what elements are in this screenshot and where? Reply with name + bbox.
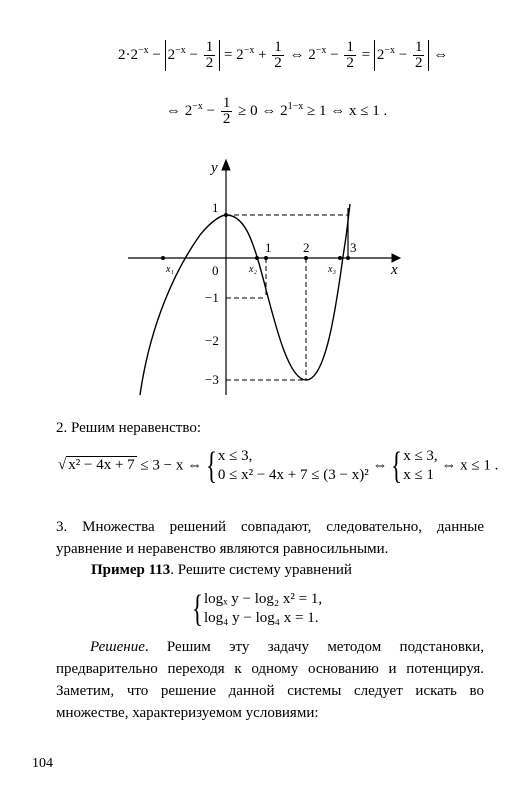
f1-frac-c-den: 2 bbox=[346, 55, 354, 71]
f1-eq2: = bbox=[357, 46, 374, 63]
f2-frac bbox=[221, 96, 233, 127]
formula-line-2 bbox=[166, 96, 387, 127]
f1-minus: − bbox=[148, 46, 165, 63]
f1-frac-c-num: 1 bbox=[346, 39, 354, 55]
system-2-row-2: x ≤ 1 bbox=[403, 467, 434, 483]
point-y-1 bbox=[224, 213, 228, 217]
f1-abs1-exp: −x bbox=[175, 44, 186, 56]
step3-paragraph: 3. Множества решений совпадают, следовательно, данные уравнение и неравенство являются равносильными. bbox=[56, 519, 484, 557]
y-axis-arrow bbox=[222, 160, 230, 170]
point-root-x3 bbox=[338, 256, 342, 260]
system-1-row-2: 0 ≤ x² − 4x + 7 ≤ (3 − x)² bbox=[217, 467, 369, 483]
formula-line-1 bbox=[118, 40, 448, 71]
system-3: { logₓ y − log₂ x² = 1, log₄ y − log₄ x = 1. bbox=[192, 588, 323, 630]
equation-system bbox=[192, 590, 322, 628]
root-label-x2: x₂ bbox=[249, 264, 257, 275]
f1-frac-a bbox=[204, 40, 216, 71]
f1-exp2: −x bbox=[243, 44, 255, 56]
f2-end: ≥ 1 ⇔ x ≤ 1 . bbox=[303, 102, 388, 119]
f1-abs2-exp: −x bbox=[384, 44, 396, 56]
f1-abs-2 bbox=[374, 40, 430, 71]
f1-abs2-base: 2 bbox=[376, 46, 385, 63]
example-heading bbox=[91, 562, 352, 579]
point-x-1 bbox=[264, 256, 268, 260]
point-x-2 bbox=[304, 256, 308, 260]
y-axis-label: y bbox=[211, 160, 218, 176]
f1-abs1-base: 2 bbox=[167, 46, 176, 63]
f1-plus: + bbox=[254, 46, 271, 63]
system-2: { x ≤ 3, x ≤ 1 bbox=[391, 445, 438, 487]
f1-exp3: −x bbox=[315, 44, 327, 56]
point-x-3 bbox=[346, 256, 350, 260]
f1-frac-b bbox=[272, 40, 284, 71]
f1-arrow: ⇔ 2 bbox=[285, 46, 316, 63]
origin-label: 0 bbox=[212, 263, 219, 278]
f2-exp: −x bbox=[192, 100, 203, 112]
system-1-row-1: x ≤ 3, bbox=[217, 448, 253, 464]
f2-frac-den: 2 bbox=[222, 111, 231, 127]
f1-frac-a-num: 1 bbox=[205, 39, 214, 55]
system-3-row-1: logₓ y − log₂ x² = 1, bbox=[204, 591, 323, 607]
x-tick-2: 2 bbox=[303, 240, 310, 255]
root-label-x1: x₁ bbox=[166, 264, 174, 275]
step2-formula bbox=[58, 447, 498, 485]
f1-end: ⇔ bbox=[429, 46, 449, 63]
root-label-x3: x₃ bbox=[328, 264, 336, 275]
system-1: { x ≤ 3, 0 ≤ x² − 4x + 7 ≤ (3 − x)² bbox=[205, 445, 369, 487]
f2-minus: − bbox=[202, 102, 219, 119]
x-tick-3: 3 bbox=[350, 240, 357, 255]
f1-frac-a-den: 2 bbox=[205, 55, 214, 71]
step2-arrow: ⇔ bbox=[368, 457, 388, 474]
point-root-x2 bbox=[255, 256, 259, 260]
f2-mid: ≥ 0 ⇔ 2 bbox=[234, 102, 288, 119]
function-graph bbox=[0, 150, 528, 400]
f1-frac-b-den: 2 bbox=[274, 55, 282, 71]
step2-ineq: ≤ 3 − x ⇔ bbox=[136, 457, 203, 474]
f1-exp: −x bbox=[138, 44, 149, 56]
x-axis-arrow bbox=[392, 254, 400, 262]
example-number: Пример 113 bbox=[91, 562, 171, 578]
solution-label: Решение bbox=[90, 639, 145, 655]
y-tick-m2: −2 bbox=[205, 333, 219, 348]
step2-end: ⇔ x ≤ 1 . bbox=[437, 457, 499, 474]
x-axis-label: x bbox=[391, 262, 398, 278]
f1-abs1-minus: − bbox=[185, 46, 202, 63]
f2-start: ⇔ 2 bbox=[166, 102, 193, 119]
system-2-row-1: x ≤ 3, bbox=[403, 448, 438, 464]
point-root-x1 bbox=[161, 256, 165, 260]
f1-abs2-minus: − bbox=[395, 46, 411, 63]
f1-frac-b-num: 1 bbox=[274, 39, 282, 55]
f2-exp2: 1−x bbox=[287, 100, 304, 112]
solution-text: . Решим эту задачу методом подстановки, предварительно переходя к одному основанию и потенцируя. Заметим, что решение данной системы следует искать во множестве, характеризуемом условиями: bbox=[56, 639, 484, 721]
sqrt-expr: √ x² − 4x + 7 bbox=[58, 457, 135, 474]
example-text: . Решите систему уравнений bbox=[170, 562, 352, 578]
f1-frac-c bbox=[344, 40, 356, 71]
function-curve bbox=[140, 204, 350, 395]
f2-frac-num: 1 bbox=[222, 95, 231, 111]
f1-prefix: 2·2 bbox=[118, 46, 138, 63]
f1-frac-d-num: 1 bbox=[414, 39, 423, 55]
y-tick-1: 1 bbox=[212, 200, 219, 215]
system-3-row-2: log₄ y − log₄ x = 1. bbox=[204, 610, 319, 626]
f1-minus3: − bbox=[326, 46, 343, 63]
solution-paragraph bbox=[56, 636, 484, 724]
f1-frac-d-den: 2 bbox=[414, 55, 423, 71]
f1-abs-1 bbox=[165, 40, 221, 71]
step2-heading: 2. Решим неравенство: bbox=[56, 420, 202, 436]
y-tick-m3: −3 bbox=[205, 372, 219, 387]
f1-frac-d bbox=[413, 40, 425, 71]
sqrt-radicand: x² − 4x + 7 bbox=[68, 457, 135, 474]
y-tick-m1: −1 bbox=[205, 290, 219, 305]
f1-eq: = 2 bbox=[220, 46, 244, 63]
page-number: 104 bbox=[32, 756, 53, 771]
x-tick-1: 1 bbox=[265, 240, 272, 255]
